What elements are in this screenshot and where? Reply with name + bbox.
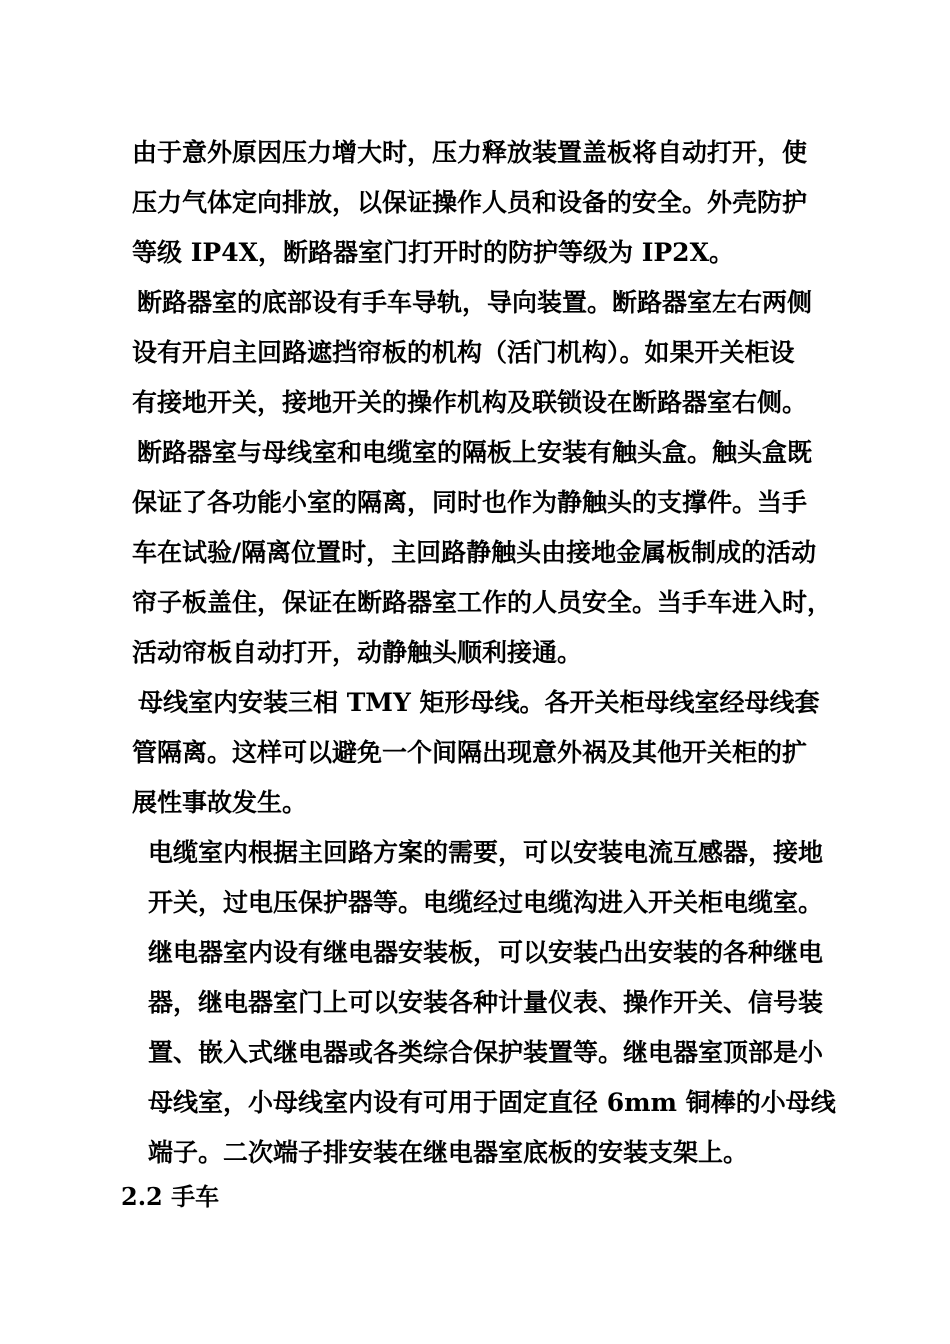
section-heading: 2.2 手车	[121, 1182, 220, 1211]
paragraph-3-line-4: 帘子板盖住，保证在断路器室工作的人员安全。当手车进入时，	[132, 588, 833, 617]
paragraph-5-line-1: 电缆室内根据主回路方案的需要，可以安装电流互感器，接地	[148, 838, 824, 867]
paragraph-6-line-2: 器，继电器室门上可以安装各种计量仪表、操作开关、信号装	[148, 988, 824, 1017]
paragraph-1-line-2: 压力气体定向排放，以保证操作人员和设备的安全。外壳防护	[132, 188, 808, 217]
paragraph-2-line-1: 断路器室的底部设有手车导轨，导向装置。断路器室左右两侧	[137, 288, 813, 317]
paragraph-1-line-3: 等级 IP4X，断路器室门打开时的防护等级为 IP2X。	[132, 238, 734, 267]
paragraph-3-line-1: 断路器室与母线室和电缆室的隔板上安装有触头盒。触头盒既	[137, 438, 813, 467]
paragraph-6-line-4: 母线室，小母线室内设有可用于固定直径 6mm 铜棒的小母线	[148, 1088, 836, 1117]
paragraph-6-line-3: 置、嵌入式继电器或各类综合保护装置等。继电器室顶部是小	[148, 1038, 824, 1067]
paragraph-3-line-5: 活动帘板自动打开，动静触头顺利接通。	[132, 638, 583, 667]
paragraph-2-line-3: 有接地开关，接地开关的操作机构及联锁设在断路器室右侧。	[132, 388, 808, 417]
paragraph-1-line-1: 由于意外原因压力增大时，压力释放装置盖板将自动打开，使	[132, 138, 808, 167]
paragraph-3-line-2: 保证了各功能小室的隔离，同时也作为静触头的支撑件。当手	[132, 488, 808, 517]
paragraph-4-line-2: 管隔离。这样可以避免一个间隔出现意外祸及其他开关柜的扩	[132, 738, 808, 767]
paragraph-4-line-3: 展性事故发生。	[132, 788, 308, 817]
paragraph-6-line-1: 继电器室内设有继电器安装板，可以安装凸出安装的各种继电	[148, 938, 824, 967]
paragraph-4-line-1: 母线室内安装三相 TMY 矩形母线。各开关柜母线室经母线套	[138, 688, 820, 717]
paragraph-5-line-2: 开关，过电压保护器等。电缆经过电缆沟进入开关柜电缆室。	[148, 888, 824, 917]
paragraph-2-line-2: 设有开启主回路遮挡帘板的机构（活门机构）。如果开关柜设	[132, 338, 795, 367]
paragraph-6-line-5: 端子。二次端子排安装在继电器室底板的安装支架上。	[148, 1138, 749, 1167]
paragraph-3-line-3: 车在试验/隔离位置时，主回路静触头由接地金属板制成的活动	[132, 538, 817, 567]
